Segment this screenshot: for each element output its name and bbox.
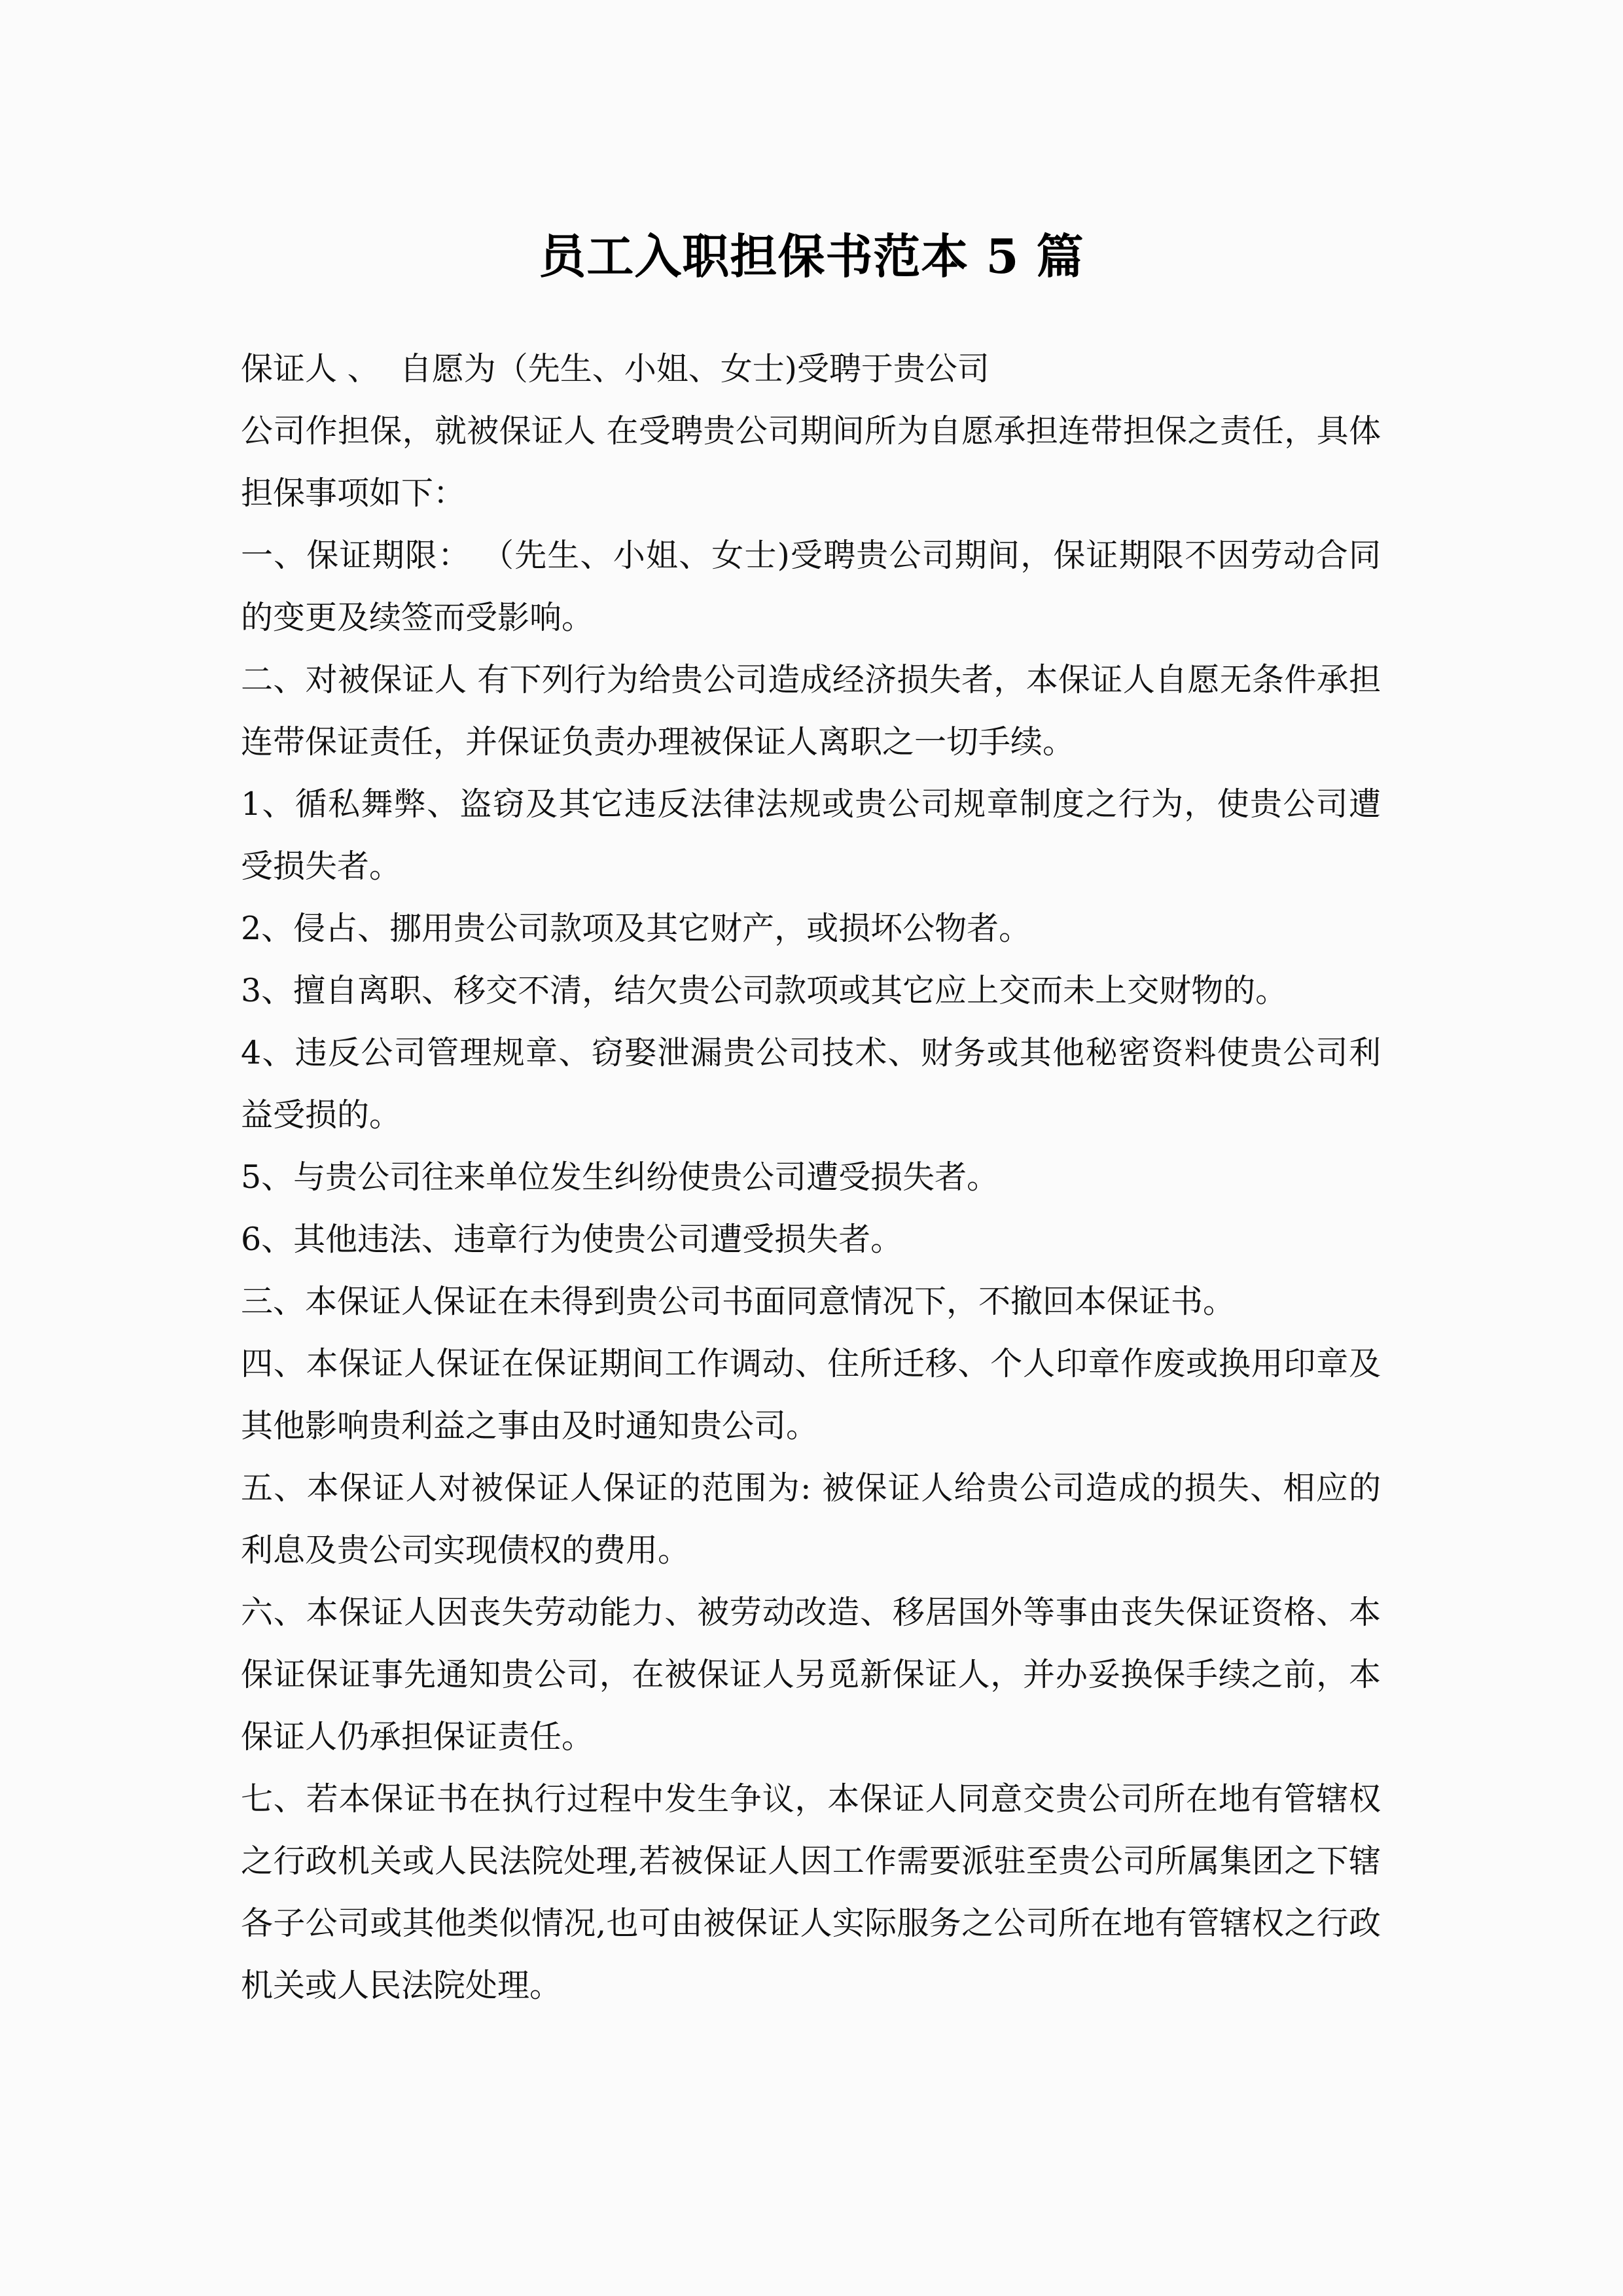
paragraph-item-6: 6、其他违法、违章行为使贵公司遭受损失者。: [241, 1221, 903, 1258]
paragraph-intro-1: 保证人 、 自愿为（先生、小姐、女士)受聘于贵公司: [241, 350, 990, 387]
paragraph-clause-6: 六、本保证人因丧失劳动能力、被劳动改造、移居国外等事由丧失保证资格、本保证保证事先通知贵公司，在被保证人另觅新保证人，并办妥换保手续之前，本保证人仍承担保证责任。: [241, 1594, 1381, 1755]
paragraph-item-5: 5、与贵公司往来单位发生纠纷使贵公司遭受损失者。: [241, 1158, 999, 1196]
paragraph-clause-7: 七、若本保证书在执行过程中发生争议，本保证人同意交贵公司所在地有管辖权之行政机关或人民法院处理,若被保证人因工作需要派驻至贵公司所属集团之下辖各子公司或其他类似情况,也可由被保证人实际服务之公司所在地有管辖权之行政机关或人民法院处理。: [241, 1780, 1381, 2004]
paragraph-item-2: 2、侵占、挪用贵公司款项及其它财产，或损坏公物者。: [241, 910, 1031, 947]
paragraph-item-4: 4、违反公司管理规章、窃娶泄漏贵公司技术、财务或其他秘密资料使贵公司利益受损的。: [241, 1034, 1381, 1134]
paragraph-item-1: 1、循私舞弊、盗窃及其它违反法律法规或贵公司规章制度之行为，使贵公司遭受损失者。: [241, 785, 1381, 885]
paragraph-clause-5: 五、本保证人对被保证人保证的范围为: 被保证人给贵公司造成的损失、相应的利息及贵公司实现债权的费用。: [241, 1469, 1381, 1569]
page-title: 员工入职担保书范本 5 篇: [539, 228, 1084, 285]
paragraph-clause-2: 二、对被保证人 有下列行为给贵公司造成经济损失者，本保证人自愿无条件承担连带保证责任，并保证负责办理被保证人离职之一切手续。: [241, 661, 1381, 761]
paragraph-clause-4: 四、本保证人保证在保证期间工作调动、住所迁移、个人印章作废或换用印章及其他影响贵利益之事由及时通知贵公司。: [241, 1345, 1381, 1444]
paragraph-item-3: 3、擅自离职、移交不清，结欠贵公司款项或其它应上交而未上交财物的。: [241, 972, 1288, 1009]
paragraph-clause-3: 三、本保证人保证在未得到贵公司书面同意情况下，不撤回本保证书。: [241, 1283, 1236, 1320]
document-body: [241, 338, 1381, 2017]
paragraph-clause-1: 一、保证期限： （先生、小姐、女士)受聘贵公司期间，保证期限不因劳动合同的变更及续签而受影响。: [241, 537, 1381, 636]
paragraph-intro-2: 公司作担保，就被保证人 在受聘贵公司期间所为自愿承担连带担保之责任，具体担保事项如下：: [241, 412, 1381, 512]
